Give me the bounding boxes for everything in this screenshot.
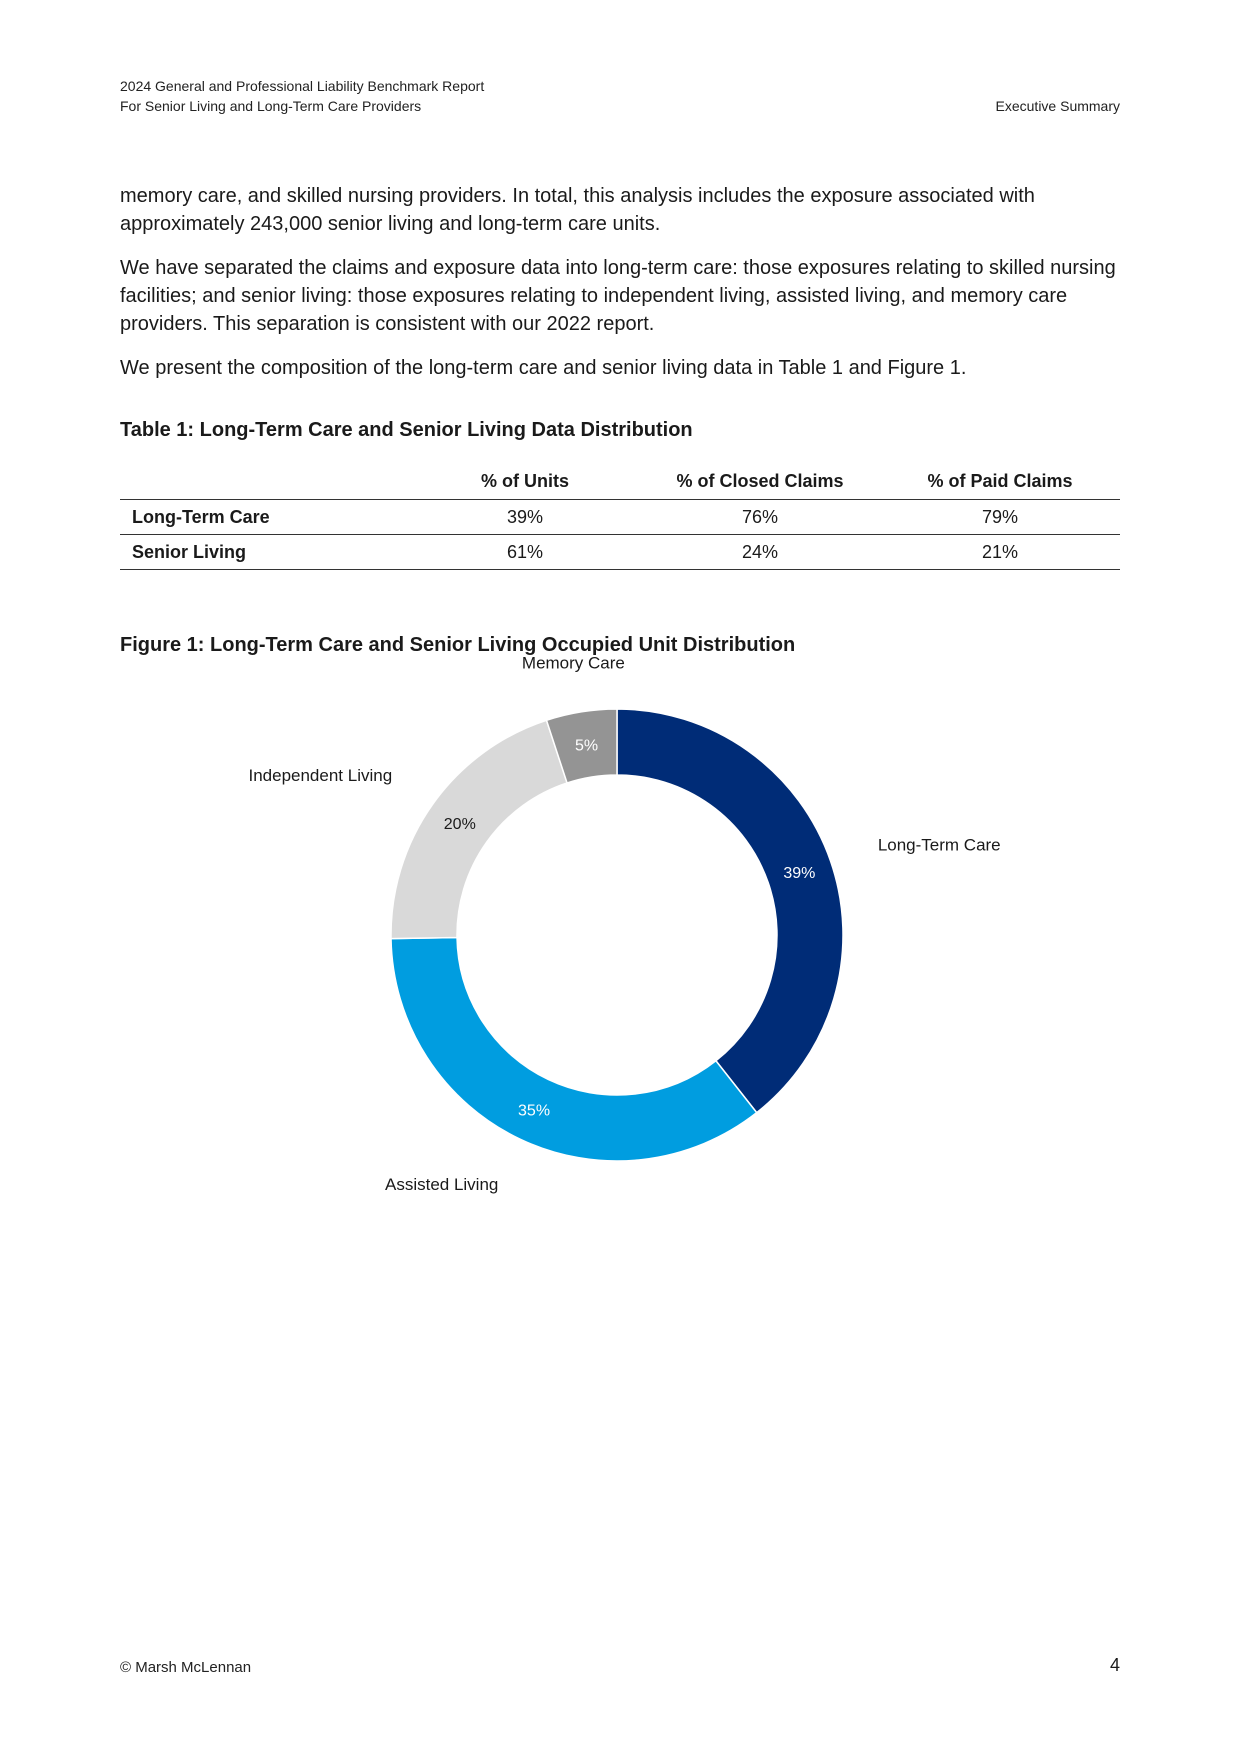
paragraph-1: memory care, and skilled nursing providers. In total, this analysis includes the exposure associated with approximately 243,000 senior living and long-term care units.: [120, 185, 1035, 235]
section-name: Executive Summary: [995, 98, 1120, 114]
page-number: 4: [1109, 1655, 1120, 1675]
row-label: Long-Term Care: [120, 500, 410, 535]
donut-value-label: 5%: [574, 737, 599, 755]
paragraph-2: We have separated the claims and exposure data into long-term care: those exposures relating to skilled nursing facilities; and senior living: those exposures relating to independent living, assisted living, and memory care providers. This separation is consistent with our 2022 report.: [120, 257, 1116, 335]
donut-category-label: Long-Term Care: [877, 835, 1001, 855]
report-title-line2: For Senior Living and Long-Term Care Providers: [120, 98, 422, 114]
donut-slice-long-term-care: [617, 709, 843, 1113]
table-cell: 76%: [640, 500, 880, 535]
report-title-line1: 2024 General and Professional Liability Benchmark Report: [120, 78, 485, 94]
donut-category-label: Memory Care: [521, 653, 625, 673]
donut-value-label: 35%: [518, 1102, 551, 1120]
donut-slice-assisted-living: [391, 938, 757, 1161]
donut-value-label: 39%: [783, 864, 816, 882]
donut-category-label: Assisted Living: [384, 1175, 499, 1195]
row-label: Senior Living: [120, 535, 410, 570]
table-cell: 61%: [410, 535, 640, 570]
table-cell: 21%: [880, 535, 1120, 570]
table-caption: Table 1: Long-Term Care and Senior Living Data Distribution: [120, 419, 693, 441]
table-cell: 39%: [410, 500, 640, 535]
copyright: © Marsh McLennan: [120, 1659, 252, 1676]
table-cell: 79%: [880, 500, 1120, 535]
column-header: % of Closed Claims: [640, 463, 880, 500]
column-header: % of Units: [410, 463, 640, 500]
paragraph-3: We present the composition of the long-term care and senior living data in Table 1 and Figure 1.: [120, 357, 967, 379]
table-cell: 24%: [640, 535, 880, 570]
donut-category-label: Independent Living: [248, 765, 393, 785]
donut-value-label: 20%: [443, 816, 476, 834]
figure-caption: Figure 1: Long-Term Care and Senior Living Occupied Unit Distribution: [120, 634, 796, 656]
donut-slice-independent-living: [391, 720, 567, 938]
column-header: % of Paid Claims: [880, 463, 1120, 500]
